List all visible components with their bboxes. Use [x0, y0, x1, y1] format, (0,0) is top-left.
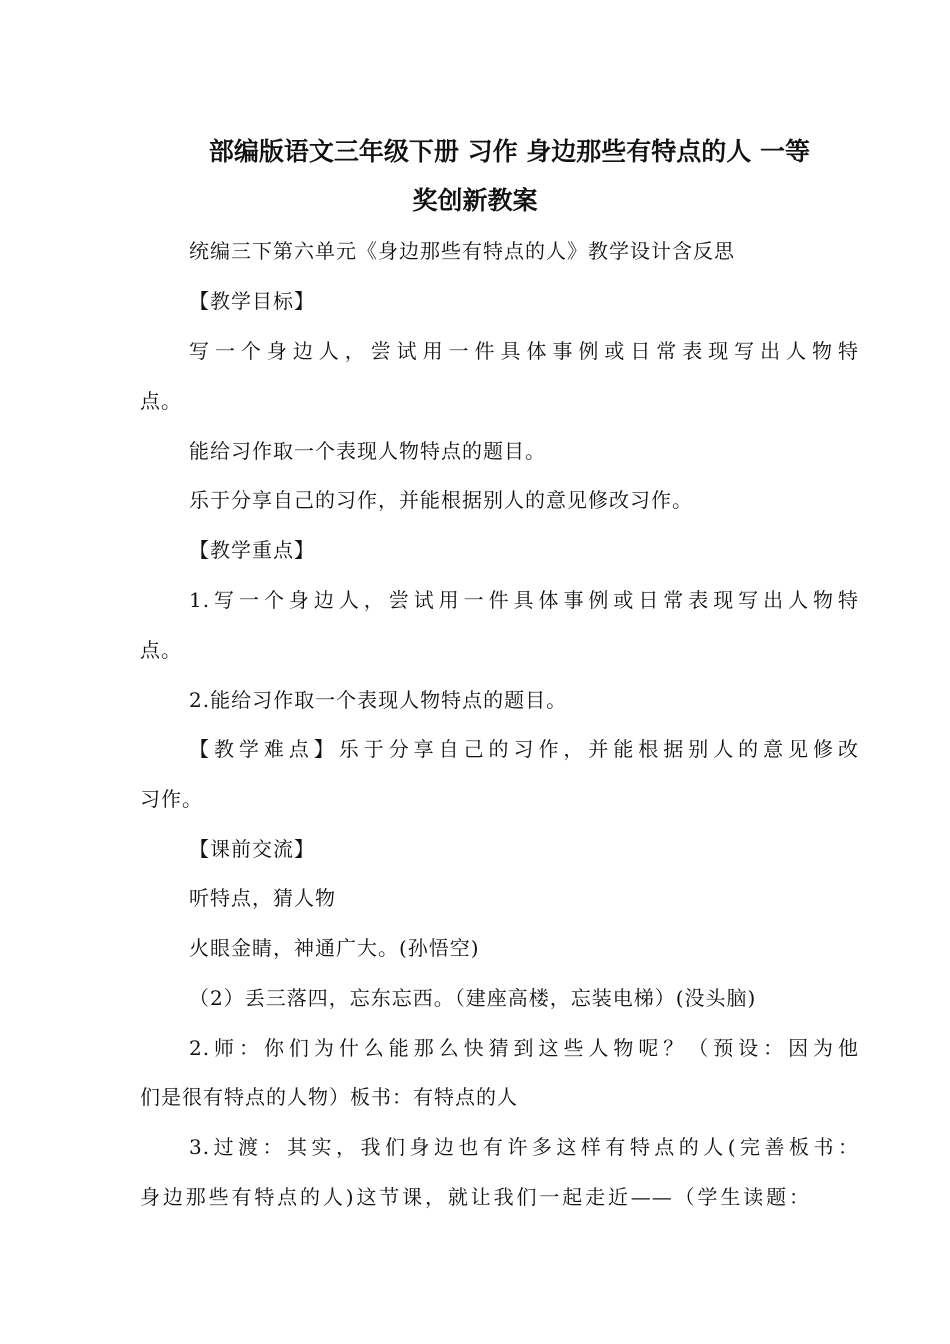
difficulty-line-2: 习作。 [140, 787, 203, 811]
teacher-question-line-1: 2.师：你们为什么能那么快猜到这些人物呢？（预设：因为他 [189, 1036, 859, 1060]
goal-1-line-2: 点。 [140, 389, 182, 413]
document-title-line-1: 部编版语文三年级下册 习作 身边那些有特点的人 一等 [208, 137, 810, 166]
focus-1-line-1: 1.写一个身边人，尝试用一件具体事例或日常表现写出人物特 [189, 588, 859, 612]
goal-1-line-1: 写一个身边人，尝试用一件具体事例或日常表现写出人物特 [189, 339, 859, 363]
focus-2: 2.能给习作取一个表现人物特点的题目。 [189, 688, 568, 712]
teacher-question-line-2: 们是很有特点的人物）板书：有特点的人 [140, 1085, 518, 1109]
transition-line-2: 身边那些有特点的人)这节课，就让我们一起走近——（学生读题： [140, 1185, 810, 1209]
heading-pre-class: 【课前交流】 [189, 837, 315, 861]
difficulty-line-1: 【教学难点】乐于分享自己的习作，并能根据别人的意见修改 [189, 737, 859, 761]
goal-3: 乐于分享自己的习作，并能根据别人的意见修改习作。 [189, 488, 693, 512]
document-title-line-2: 奖创新教案 [412, 186, 538, 215]
pre-class-activity: 听特点，猜人物 [189, 886, 336, 910]
subtitle-line: 统编三下第六单元《身边那些有特点的人》教学设计含反思 [189, 239, 735, 263]
focus-1-line-2: 点。 [140, 638, 182, 662]
heading-teaching-focus: 【教学重点】 [189, 538, 315, 562]
goal-2: 能给习作取一个表现人物特点的题目。 [189, 439, 546, 463]
riddle-1: 火眼金睛，神通广大。(孙悟空) [189, 936, 480, 960]
heading-teaching-goals: 【教学目标】 [189, 289, 315, 313]
riddle-2: （2）丢三落四，忘东忘西。（建座高楼，忘装电梯）(没头脑) [189, 986, 757, 1010]
transition-line-1: 3.过渡：其实，我们身边也有许多这样有特点的人(完善板书： [189, 1135, 859, 1159]
